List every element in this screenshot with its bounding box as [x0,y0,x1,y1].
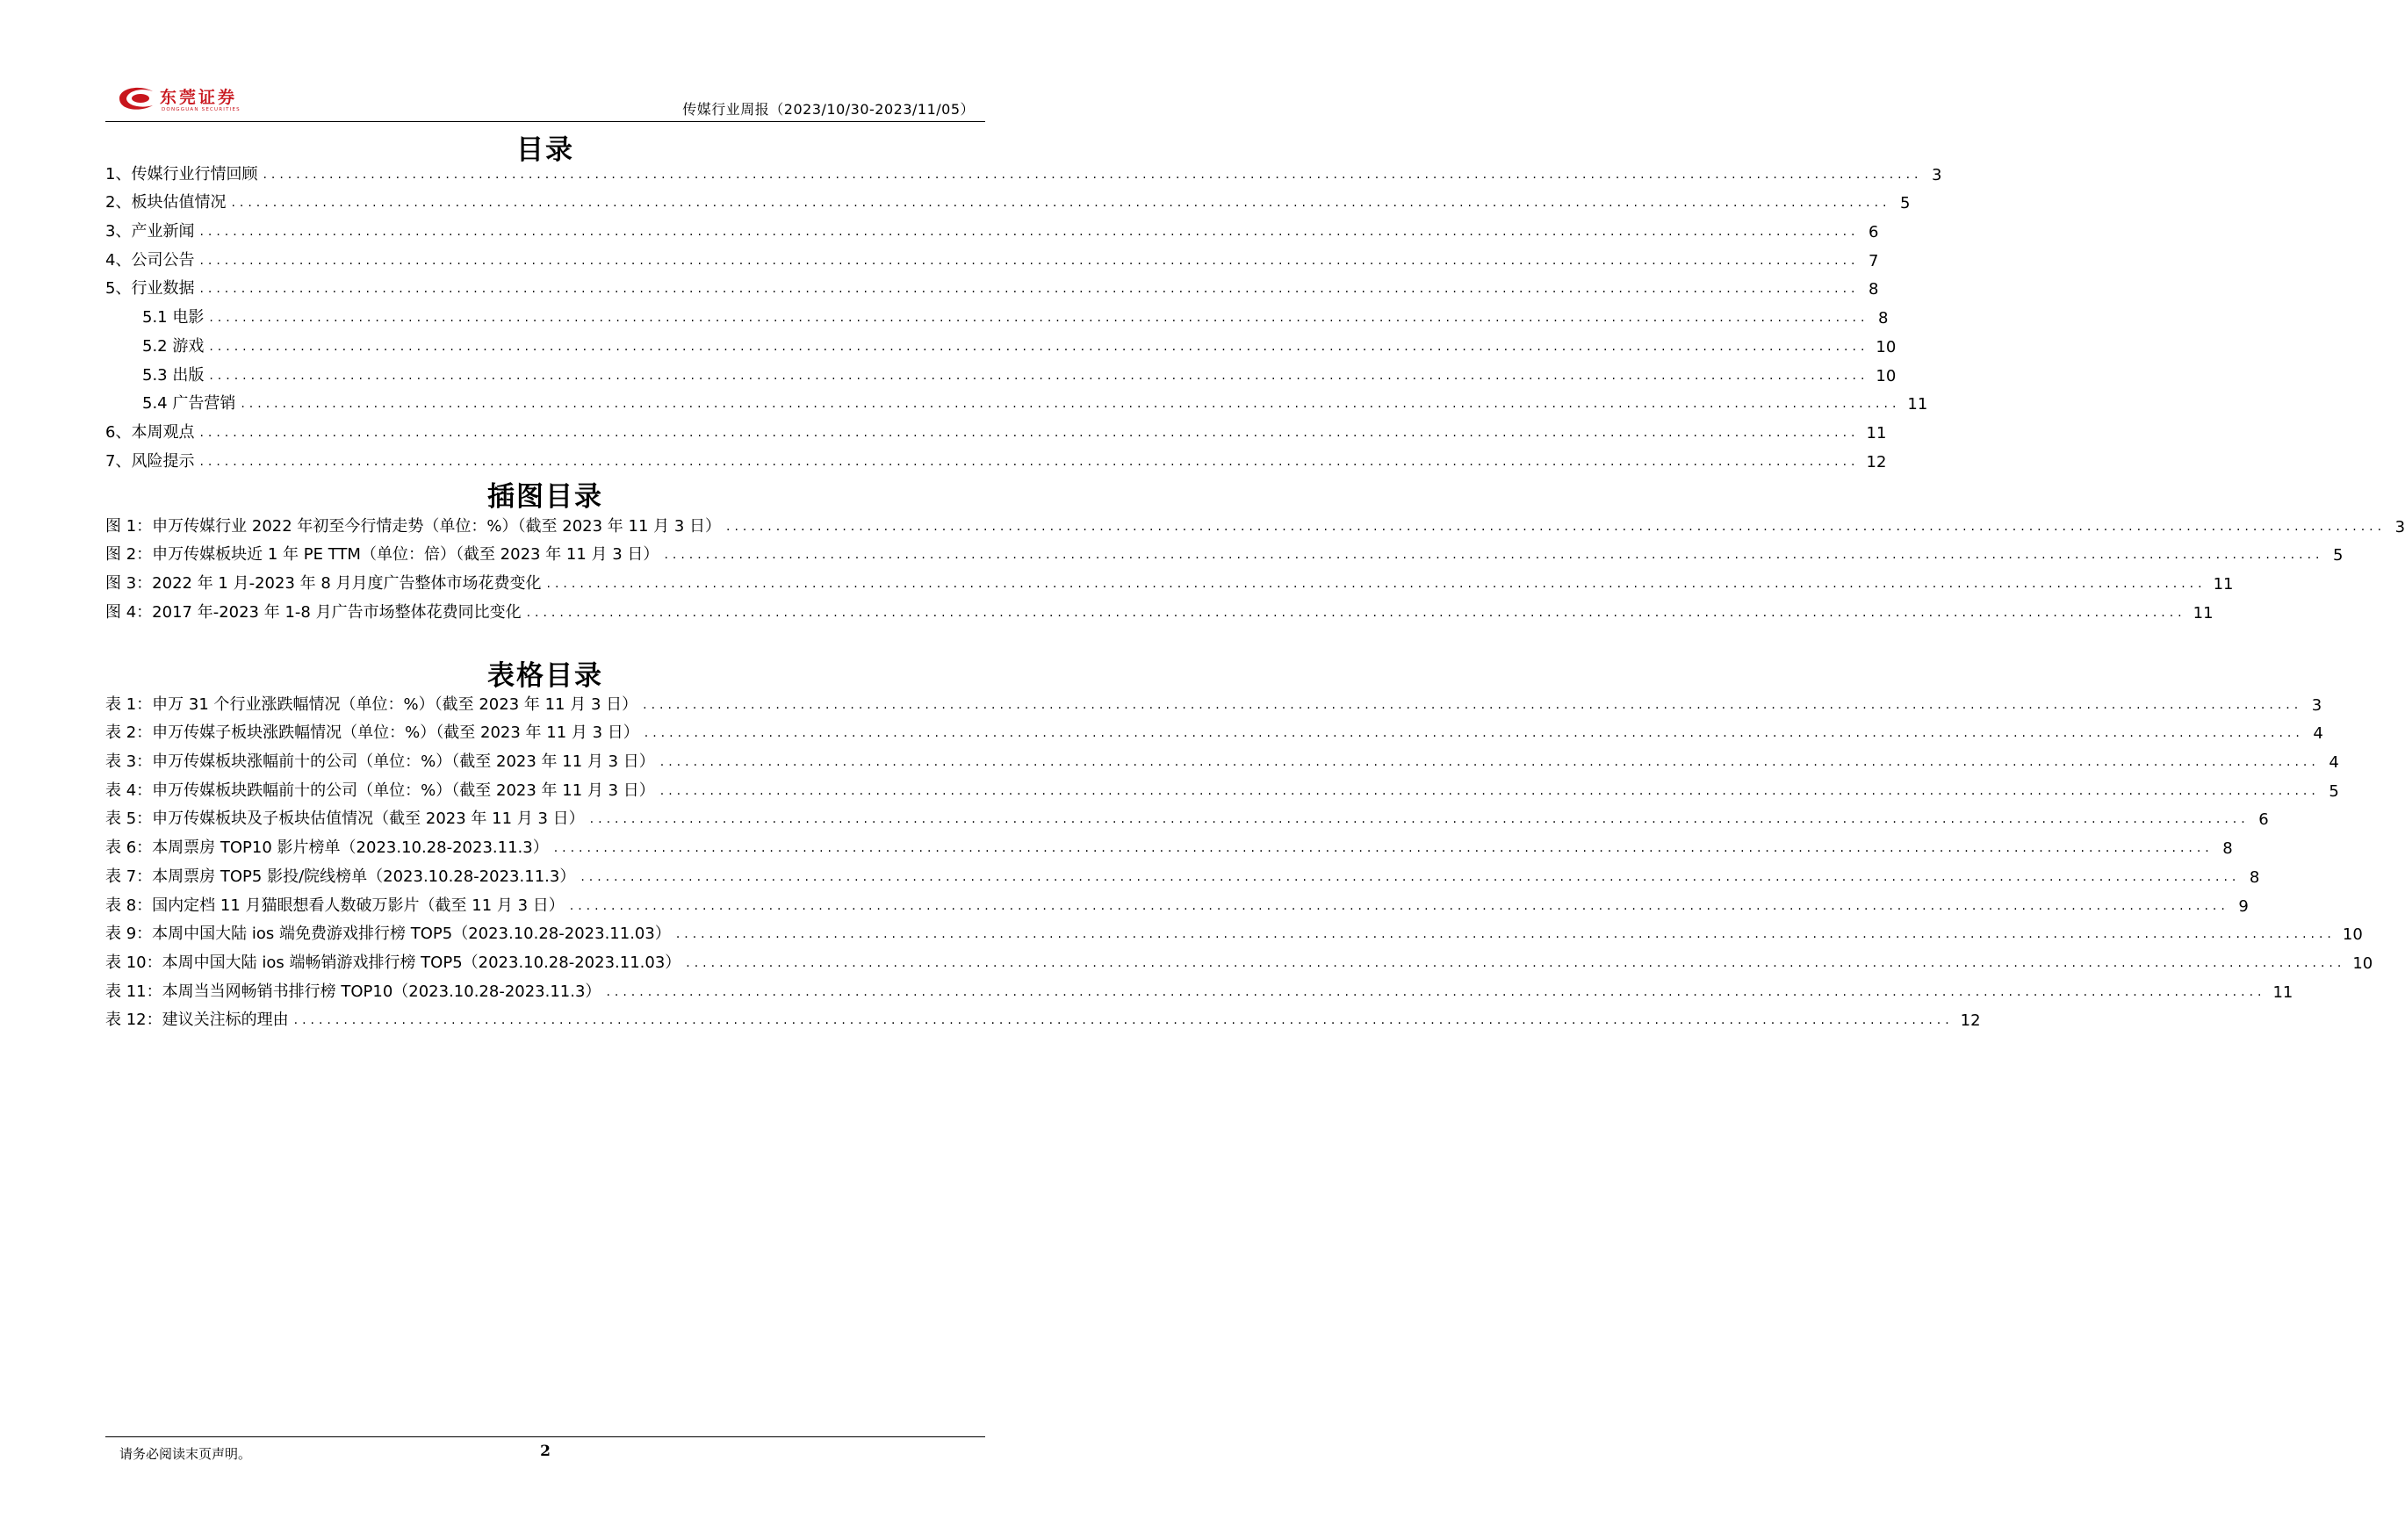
toc-entry[interactable] [105,1002,1981,1031]
toc-entry-label: 表 4：申万传媒板块跌幅前十的公司（单位：%）（截至 2023 年 11 月 3 日） [105,781,655,800]
toc-entry-label: 表 1：申万 31 个行业涨跌幅情况（单位：%）（截至 2023 年 11 月 3 日） [105,694,638,714]
toc-entry[interactable] [105,858,2260,887]
toc-entry[interactable] [105,155,1942,184]
toc-entry[interactable] [105,715,2323,744]
toc-entry-page: 3 [1932,165,1942,184]
toc-entry[interactable] [105,385,1928,414]
toc-entry-label: 表 3：申万传媒板块涨幅前十的公司（单位：%）（截至 2023 年 11 月 3 日） [105,752,655,772]
toc-entry[interactable] [105,414,1887,443]
leader-dots: ........................................................................................................................................................................................................ [209,339,1869,354]
toc-entry-page: 11 [2272,982,2293,1002]
toc-entry-label: 表 9：本周中国大陆 ios 端免费游戏排行榜 TOP5（2023.10.28-2023.11.03） [105,925,671,944]
toc-entry-label: 图 4：2017 年-2023 年 1-8 月广告市场整体花费同比变化 [105,602,522,622]
leader-dots: ........................................................................................................................................................................................................ [199,282,1860,297]
leader-dots: ........................................................................................................................................................................................................ [686,955,2346,970]
toc-entry-page: 6 [2258,810,2269,830]
toc-entry[interactable] [105,212,1879,242]
dongguan-securities-logo [114,81,290,114]
toc-title: 目录 [516,134,574,166]
toc-entry[interactable] [105,565,2234,594]
toc-entry-label: 5.1 电影 [142,308,205,327]
svg-text:东莞证券: 东莞证券 [160,88,238,107]
toc-entry-page: 8 [2249,867,2260,887]
toc-entry-page: 11 [2193,603,2214,622]
toc-list [105,155,1942,471]
toc-entry-label: 7、风险提示 [105,451,195,471]
leader-dots: ........................................................................................................................................................................................................ [199,454,1860,469]
toc-entry-page: 3 [2311,695,2322,715]
leader-dots: ........................................................................................................................................................................................................ [675,927,2336,942]
toc-entry-page: 9 [2238,896,2249,916]
toc-entry[interactable] [105,443,1887,471]
leader-dots: ........................................................................................................................................................................................................ [569,898,2229,913]
toc-entry-label: 6、本周观点 [105,422,195,442]
page-header [105,77,985,122]
leader-dots: ........................................................................................................................................................................................................ [209,368,1869,383]
toc-entry-page: 11 [1866,423,1887,443]
tables-toc-title: 表格目录 [487,660,603,692]
toc-entry-page: 11 [1907,395,1928,414]
toc-entry[interactable] [105,594,2214,622]
toc-entry-page: 8 [1877,309,1889,328]
leader-dots: ........................................................................................................................................................................................................ [241,397,1901,412]
page-number: 2 [540,1443,551,1460]
leader-dots: ........................................................................................................................................................................................................ [664,548,2324,563]
leader-dots: ........................................................................................................................................................................................................ [644,726,2304,741]
toc-entry-label: 2、板块估值情况 [105,193,227,212]
leader-dots: ........................................................................................................................................................................................................ [263,167,1923,182]
toc-entry-page: 12 [1960,1011,1981,1031]
leader-dots: ........................................................................................................................................................................................................ [580,869,2241,884]
figures-toc-title: 插图目录 [487,481,603,513]
toc-entry[interactable] [105,916,2363,945]
leader-dots: ........................................................................................................................................................................................................ [526,605,2186,620]
leader-dots: ........................................................................................................................................................................................................ [199,425,1860,440]
leader-dots: ........................................................................................................................................................................................................ [726,519,2387,534]
leader-dots: ........................................................................................................................................................................................................ [209,311,1869,326]
toc-entry-label: 图 2：申万传媒板块近 1 年 PE TTM（单位：倍）（截至 2023 年 11 月 3 日） [105,545,659,565]
toc-entry-page: 5 [1900,194,1911,213]
toc-entry[interactable] [105,944,2373,973]
leader-dots: ........................................................................................................................................................................................................ [199,253,1860,268]
toc-entry-page: 4 [2329,753,2339,773]
toc-entry[interactable] [105,973,2293,1002]
page-footer [105,1436,985,1472]
toc-entry[interactable] [105,270,1879,299]
toc-entry-page: 5 [2329,781,2339,801]
toc-entry-label: 5.3 出版 [142,365,205,385]
toc-entry-label: 5、行业数据 [105,279,195,299]
figures-toc-list [105,507,2405,622]
toc-entry-label: 表 10：本周中国大陆 ios 端畅销游戏排行榜 TOP5（2023.10.28-2023.11.03） [105,953,681,972]
toc-entry-label: 1、传媒行业行情回顾 [105,164,258,184]
toc-entry[interactable] [105,686,2322,715]
leader-dots: ........................................................................................................................................................................................................ [606,984,2266,999]
leader-dots: ........................................................................................................................................................................................................ [659,755,2320,770]
tables-toc-list [105,686,2373,1031]
toc-entry[interactable] [105,356,1897,385]
toc-entry-label: 4、公司公告 [105,250,195,270]
toc-entry[interactable] [105,299,1889,328]
toc-entry[interactable] [105,327,1897,356]
toc-entry-label: 图 1：申万传媒行业 2022 年初至今行情走势（单位：%）（截至 2023 年 11 月 3 日） [105,516,722,536]
toc-entry[interactable] [105,887,2249,916]
toc-entry-page: 10 [1876,366,1897,385]
toc-entry-page: 3 [2394,517,2405,536]
toc-entry[interactable] [105,184,1911,213]
toc-entry[interactable] [105,536,2344,565]
leader-dots: ........................................................................................................................................................................................................ [293,1013,1954,1028]
leader-dots: ........................................................................................................................................................................................................ [231,196,1891,211]
toc-entry-label: 表 5：申万传媒板块及子板块估值情况（截至 2023 年 11 月 3 日） [105,810,585,829]
toc-entry-page: 6 [1869,223,1879,242]
toc-entry-label: 表 11：本周当当网畅销书排行榜 TOP10（2023.10.28-2023.11.3） [105,982,601,1001]
toc-entry-label: 表 7：本周票房 TOP5 影投/院线榜单（2023.10.28-2023.11.3） [105,867,576,886]
toc-entry-label: 表 2：申万传媒子板块涨跌幅情况（单位：%）（截至 2023 年 11 月 3 日） [105,723,639,743]
toc-entry-page: 10 [2352,954,2373,973]
toc-entry-page: 10 [1876,337,1897,356]
toc-entry-label: 5.4 广告营销 [142,394,236,414]
toc-entry-label: 表 6：本周票房 TOP10 影片榜单（2023.10.28-2023.11.3） [105,838,549,858]
toc-entry-page: 4 [2313,724,2323,744]
svg-text:DONGGUAN SECURITIES: DONGGUAN SECURITIES [162,107,241,112]
toc-entry-label: 表 8：国内定档 11 月猫眼想看人数破万影片（截至 11 月 3 日） [105,896,565,915]
toc-entry[interactable] [105,801,2269,830]
toc-entry-page: 8 [1869,280,1879,299]
leader-dots: ........................................................................................................................................................................................................ [546,577,2207,592]
toc-entry[interactable] [105,743,2339,773]
toc-entry-label: 3、产业新闻 [105,222,195,241]
toc-entry-page: 10 [2342,925,2363,945]
toc-entry-label: 5.2 游戏 [142,336,205,356]
leader-dots: ........................................................................................................................................................................................................ [659,783,2320,798]
toc-entry-label: 图 3：2022 年 1 月-2023 年 8 月月度广告整体市场花费变化 [105,574,542,594]
toc-entry[interactable] [105,507,2405,536]
toc-entry-label: 表 12：建议关注标的理由 [105,1011,289,1030]
leader-dots: ........................................................................................................................................................................................................ [199,225,1860,240]
report-title: 传媒行业周报（2023/10/30-2023/11/05） [682,101,975,118]
toc-entry-page: 11 [2213,575,2234,594]
toc-entry[interactable] [105,829,2233,859]
leader-dots: ........................................................................................................................................................................................................ [643,697,2303,712]
leader-dots: ........................................................................................................................................................................................................ [553,841,2214,856]
toc-entry-page: 8 [2222,839,2233,859]
toc-entry[interactable] [105,772,2339,801]
footer-disclaimer: 请务必阅读末页声明。 [119,1446,252,1462]
leader-dots: ........................................................................................................................................................................................................ [589,812,2250,827]
toc-entry-page: 12 [1866,452,1887,471]
toc-entry[interactable] [105,241,1879,270]
toc-entry-page: 5 [2333,546,2344,565]
toc-entry-page: 7 [1869,251,1879,270]
